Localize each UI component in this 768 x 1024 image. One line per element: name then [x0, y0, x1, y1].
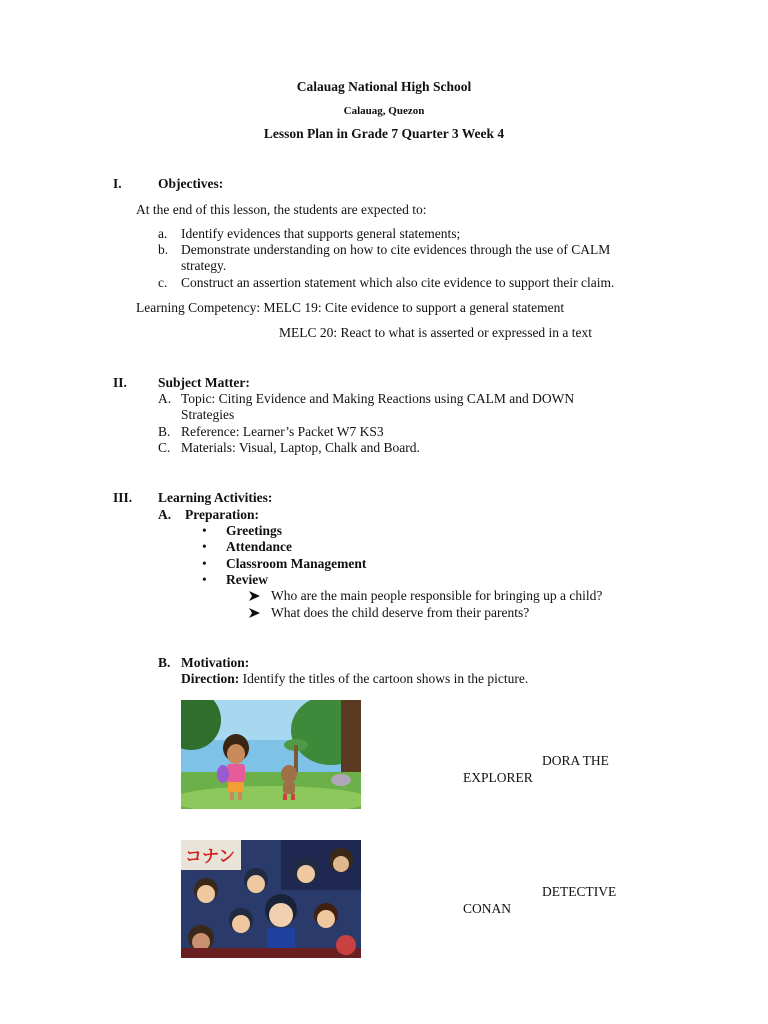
preparation-marker: A. [158, 507, 172, 522]
objective-marker: c. [158, 275, 168, 290]
arrow-bullet-icon [249, 591, 260, 601]
preparation-bullet: Classroom Management [226, 556, 367, 571]
motivation-heading: Motivation: [181, 655, 250, 670]
school-name: Calauag National High School [296, 79, 472, 94]
preparation-bullet: Review [226, 572, 268, 587]
learning-competency-20: MELC 20: React to what is asserted or expressed in a text [279, 325, 593, 340]
dora-the-explorer-image [181, 700, 361, 809]
subject-reference: Reference: Learner’s Packet W7 KS3 [181, 424, 384, 439]
learning-competency-19: Learning Competency: MELC 19: Cite evidence to support a general statement [136, 300, 565, 315]
objectives-numeral: I. [113, 176, 122, 191]
preparation-bullet: Greetings [226, 523, 282, 538]
cartoon-answer-line2: CONAN [463, 901, 512, 916]
school-location: Calauag, Quezon [343, 105, 425, 117]
objective-item-continuation: strategy. [181, 258, 227, 273]
detective-conan-image [181, 840, 361, 958]
objective-marker: a. [158, 226, 168, 241]
review-question: What does the child deserve from their parents? [271, 605, 530, 620]
subject-materials: Materials: Visual, Laptop, Chalk and Board. [181, 440, 420, 455]
objective-marker: b. [158, 242, 169, 257]
direction-label: Direction: [181, 671, 240, 686]
cartoon-answer-line1: DORA THE [542, 753, 609, 768]
objectives-intro: At the end of this lesson, the students are expected to: [136, 202, 427, 217]
objective-item: Construct an assertion statement which also cite evidence to support their claim. [181, 275, 615, 290]
learning-activities-heading: Learning Activities: [158, 490, 273, 505]
preparation-bullet: Attendance [226, 539, 292, 554]
subject-topic-continuation: Strategies [181, 407, 235, 422]
learning-activities-numeral: III. [113, 490, 133, 505]
objective-item: Identify evidences that supports general statements; [181, 226, 461, 241]
direction-text: Identify the titles of the cartoon shows in the picture. [239, 671, 529, 686]
objectives-heading: Objectives: [158, 176, 224, 191]
cartoon-answer-line1: DETECTIVE [542, 884, 617, 899]
objective-item: Demonstrate understanding on how to cite evidences through the use of CALM [181, 242, 611, 257]
lesson-plan-title: Lesson Plan in Grade 7 Quarter 3 Week 4 [263, 126, 505, 141]
subject-topic: Topic: Citing Evidence and Making Reactions using CALM and DOWN [181, 391, 575, 406]
subject-matter-numeral: II. [113, 375, 127, 390]
motivation-direction [181, 671, 528, 687]
bullet-icon: • [202, 572, 207, 587]
subject-marker: C. [158, 440, 171, 455]
bullet-icon: • [202, 539, 207, 554]
preparation-heading: Preparation: [185, 507, 259, 522]
subject-marker: A. [158, 391, 172, 406]
bullet-icon: • [202, 556, 207, 571]
cartoon-answer-line2: EXPLORER [463, 770, 533, 785]
svg-text:コナン: コナン [185, 847, 236, 867]
subject-matter-heading: Subject Matter: [158, 375, 250, 390]
arrow-bullet-icon [249, 608, 260, 618]
review-question: Who are the main people responsible for bringing up a child? [271, 588, 603, 603]
subject-marker: B. [158, 424, 171, 439]
motivation-marker: B. [158, 655, 171, 670]
bullet-icon: • [202, 523, 207, 538]
